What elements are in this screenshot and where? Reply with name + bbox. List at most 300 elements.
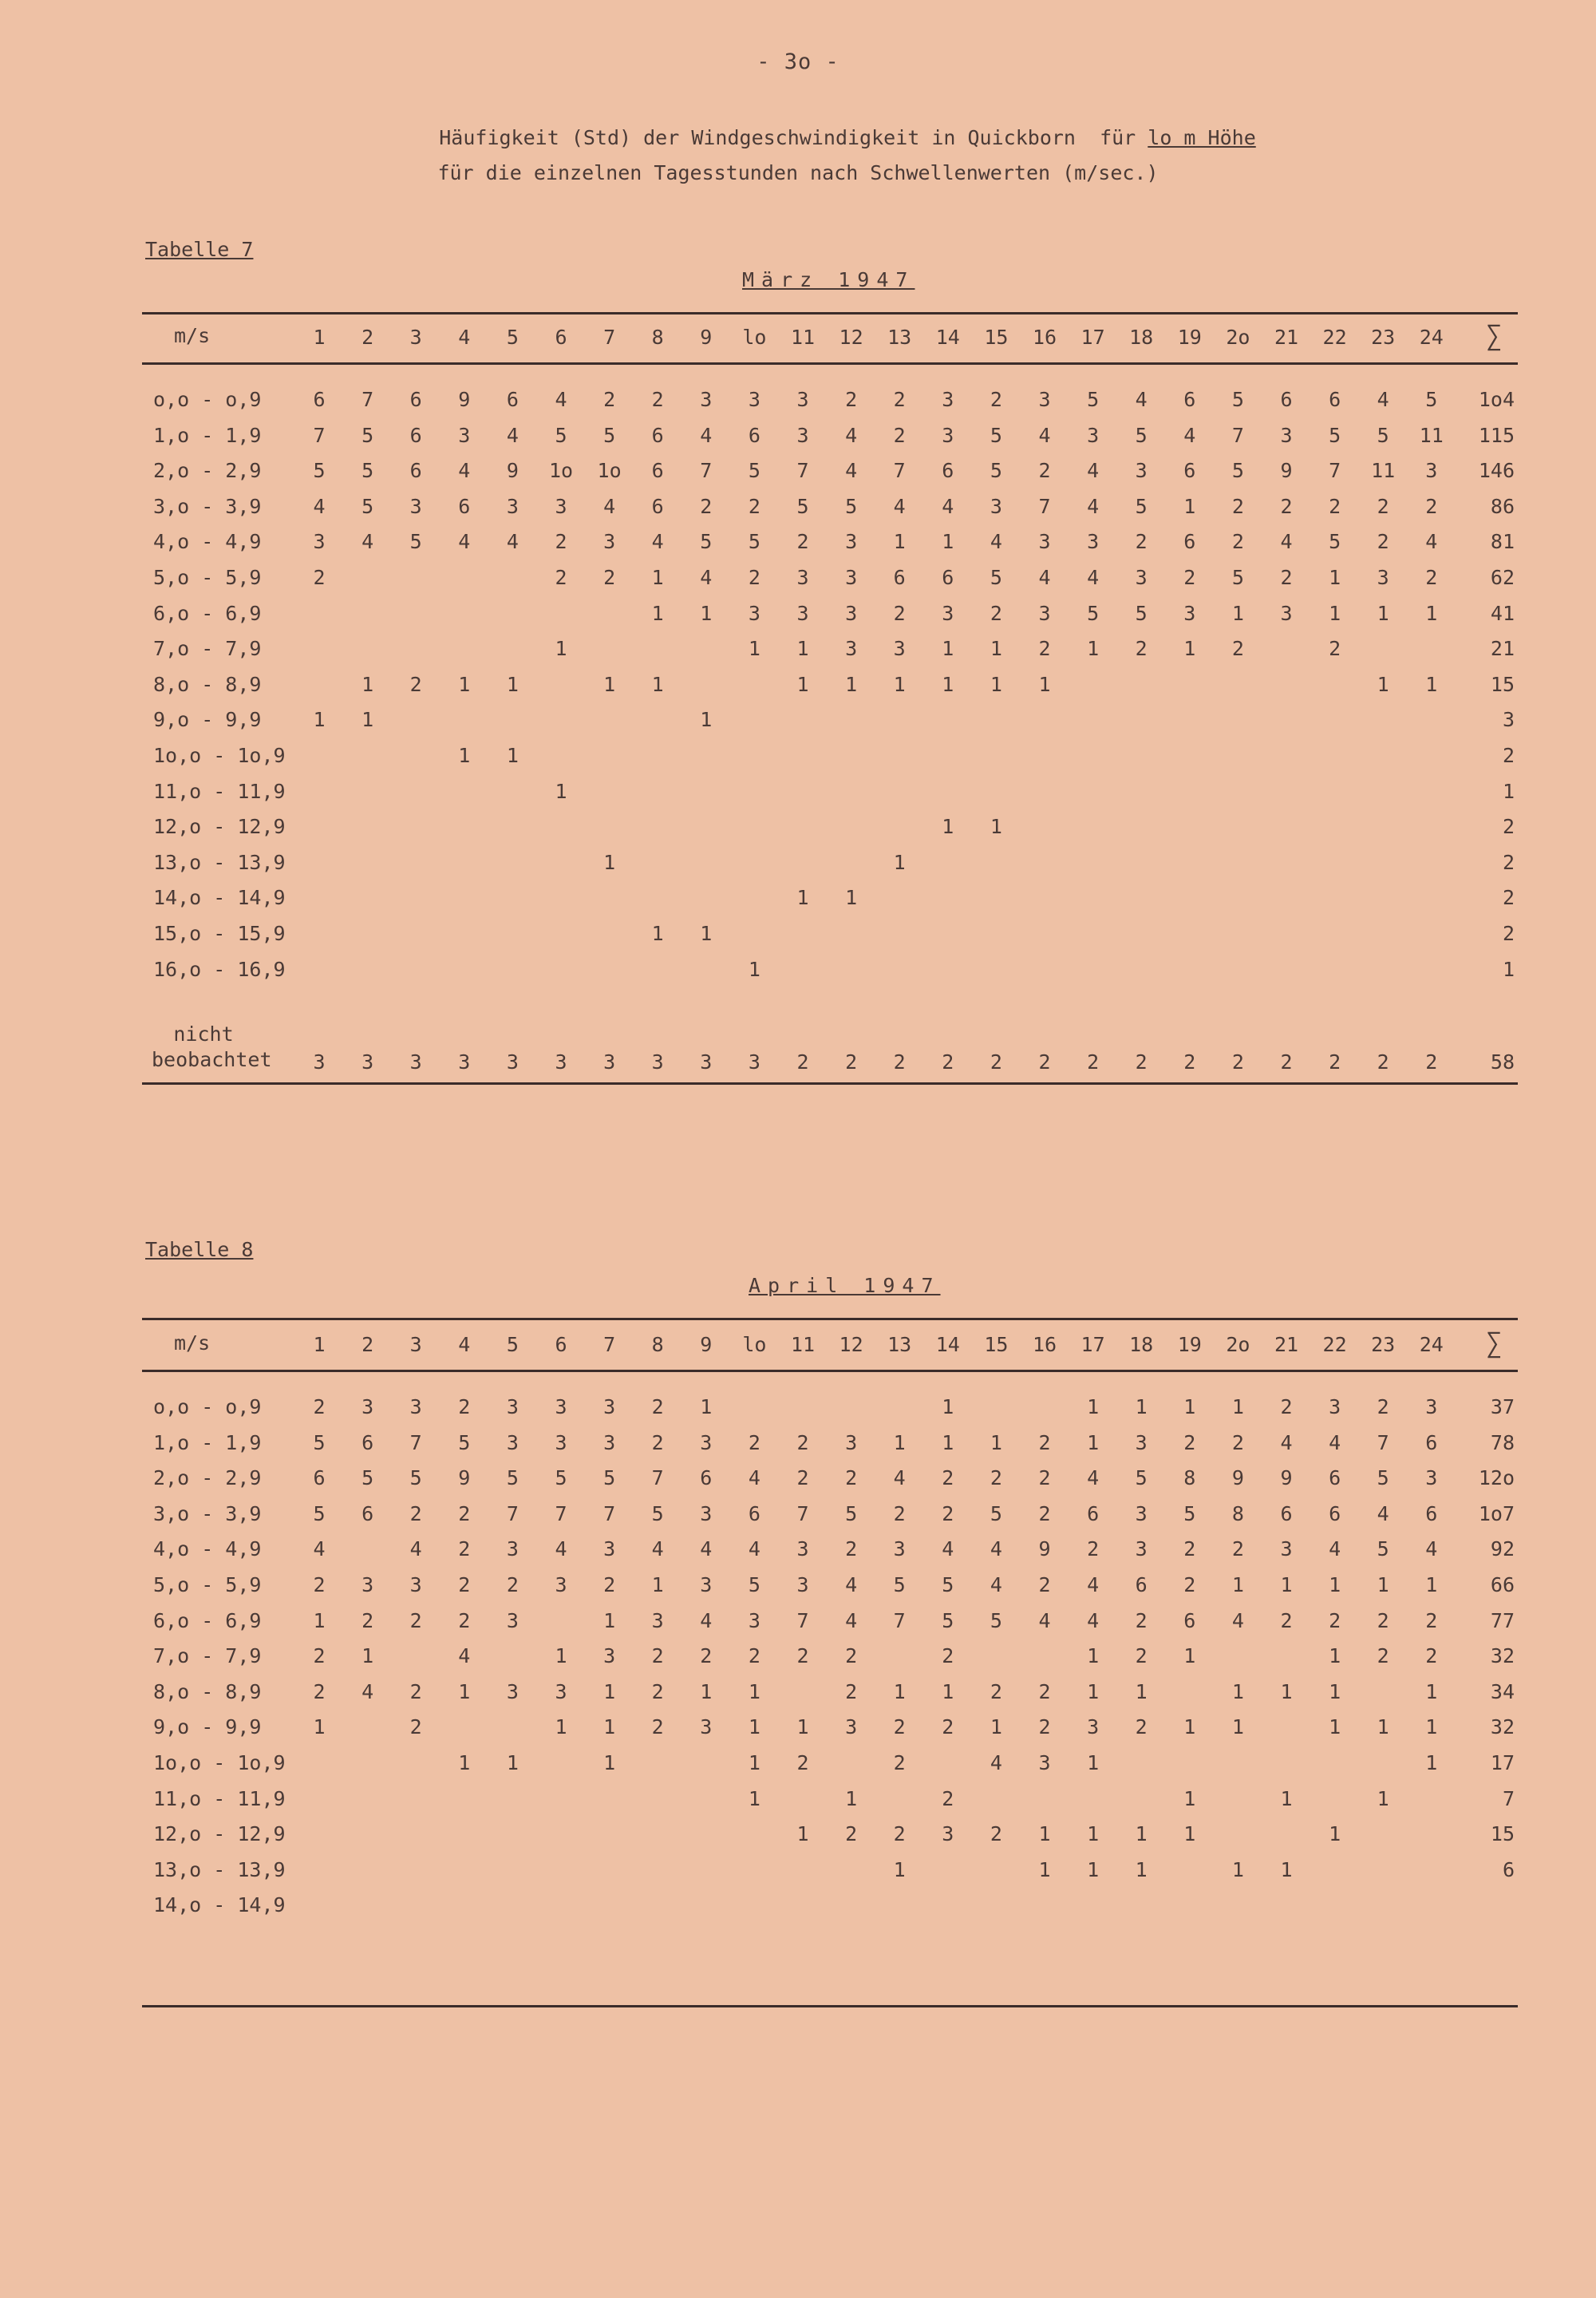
- table-cell: 2: [990, 388, 1002, 411]
- table-cell: 1: [1329, 1644, 1341, 1668]
- table-cell: 3: [555, 1430, 567, 1454]
- table-cell: 1: [893, 672, 906, 696]
- table-cell: 1: [555, 1644, 567, 1668]
- table-cell: 4: [1038, 1608, 1051, 1632]
- table-cell: 3: [1038, 530, 1051, 554]
- table-cell: 4: [506, 423, 519, 447]
- table-cell: 3: [651, 1608, 664, 1632]
- table-cell: 4: [555, 388, 567, 411]
- table-cell: 3: [603, 1395, 616, 1418]
- table-cell: 7: [1377, 1430, 1389, 1454]
- table-cell: 7: [313, 423, 326, 447]
- table-cell: 1: [942, 672, 954, 696]
- table-cell: 6: [893, 566, 906, 589]
- table-cell: 2: [1231, 1430, 1244, 1454]
- table-cell: 2: [942, 1466, 954, 1490]
- table-cell: 2: [506, 1573, 519, 1596]
- table-cell: 2: [458, 1573, 471, 1596]
- table-cell: 3: [409, 1395, 422, 1418]
- table-cell: 1: [796, 672, 809, 696]
- table-cell: 2: [1183, 1537, 1196, 1561]
- table-cell: 1: [313, 1608, 326, 1632]
- hour-header: 12: [839, 1333, 863, 1356]
- table-cell: 3: [409, 1573, 422, 1596]
- table-cell: 1: [1329, 1715, 1341, 1739]
- hour-header: 4: [458, 1333, 471, 1356]
- hour-header: 19: [1177, 326, 1202, 349]
- table-cell: 2: [313, 1644, 326, 1668]
- table-cell: 6: [1329, 1501, 1341, 1525]
- table-cell: 1: [1183, 637, 1196, 661]
- table-cell: 4: [555, 1537, 567, 1561]
- hour-header: 18: [1129, 326, 1154, 349]
- table-cell: 3: [845, 1430, 858, 1454]
- row-range-label: 8,o - 8,9: [153, 1679, 262, 1703]
- table-cell: 1: [1425, 1751, 1438, 1774]
- table-cell: 3: [555, 1573, 567, 1596]
- table-cell: 3: [700, 1573, 713, 1596]
- table-cell: 2: [1038, 1050, 1051, 1074]
- table-cell: 2: [555, 530, 567, 554]
- table-cell: 3: [1087, 423, 1100, 447]
- hour-header: 19: [1177, 1333, 1202, 1356]
- table-cell: 2: [651, 1679, 664, 1703]
- table-cell: 1: [1377, 601, 1389, 625]
- hour-header: lo: [742, 326, 767, 349]
- table-cell: 3: [796, 1537, 809, 1561]
- table-cell: 4: [942, 494, 954, 518]
- table-cell: 2: [1038, 1501, 1051, 1525]
- table-cell: 1: [1377, 672, 1389, 696]
- table-cell: 4: [748, 1537, 760, 1561]
- table-cell: 6: [651, 423, 664, 447]
- table-cell: 3: [845, 530, 858, 554]
- table-cell: 1: [796, 1822, 809, 1846]
- table-cell: 5: [1425, 388, 1438, 411]
- row-sum: 12o: [1478, 1466, 1515, 1490]
- table-cell: 2: [1135, 1644, 1148, 1668]
- table-cell: 11: [1371, 459, 1396, 483]
- row-range-label: 1,o - 1,9: [153, 423, 262, 447]
- table-cell: 2: [1377, 530, 1389, 554]
- hour-header: 17: [1080, 326, 1105, 349]
- row-range-label: 14,o - 14,9: [153, 886, 286, 910]
- table-cell: 2: [409, 1501, 422, 1525]
- table-cell: 6: [651, 459, 664, 483]
- table-cell: 4: [1425, 1537, 1438, 1561]
- table-cell: 5: [845, 1501, 858, 1525]
- table-cell: 2: [1087, 1050, 1100, 1074]
- table-cell: 6: [748, 1501, 760, 1525]
- page-number: - 3o -: [757, 49, 839, 74]
- table-cell: 3: [555, 1395, 567, 1418]
- row-range-label: 5,o - 5,9: [153, 1573, 262, 1596]
- table-cell: 9: [458, 1466, 471, 1490]
- row-range-label: 5,o - 5,9: [153, 566, 262, 589]
- table-cell: 1: [942, 637, 954, 661]
- table-cell: 3: [506, 1395, 519, 1418]
- table-cell: 5: [1329, 530, 1341, 554]
- table-cell: 5: [1231, 388, 1244, 411]
- row-sum: 3: [1502, 708, 1515, 732]
- table-cell: 4: [845, 423, 858, 447]
- table-cell: 4: [893, 494, 906, 518]
- table-cell: 2: [1377, 1050, 1389, 1074]
- table-cell: 1: [1183, 1786, 1196, 1810]
- row-sum: 32: [1490, 1715, 1515, 1739]
- table-cell: 3: [1135, 1537, 1148, 1561]
- table-cell: 2: [1329, 1050, 1341, 1074]
- table-cell: 4: [845, 1573, 858, 1596]
- table-cell: 3: [313, 1050, 326, 1074]
- table-cell: 2: [1377, 1395, 1389, 1418]
- table-cell: 2: [990, 1822, 1002, 1846]
- table-cell: 2: [651, 1430, 664, 1454]
- table-cell: 1: [1087, 1395, 1100, 1418]
- table-cell: 2: [796, 1644, 809, 1668]
- table-cell: 1: [990, 637, 1002, 661]
- table-cell: 4: [1231, 1608, 1244, 1632]
- table-cell: 2: [796, 1466, 809, 1490]
- table-cell: 5: [651, 1501, 664, 1525]
- table8-sigma: ∑: [1486, 1327, 1503, 1359]
- table-cell: 5: [555, 423, 567, 447]
- table-cell: 2: [1087, 1537, 1100, 1561]
- table-cell: 6: [409, 459, 422, 483]
- table-cell: 5: [458, 1430, 471, 1454]
- table-cell: 2: [1183, 1050, 1196, 1074]
- table-cell: 1: [942, 1430, 954, 1454]
- table-cell: 6: [361, 1501, 374, 1525]
- hour-header: 8: [651, 326, 664, 349]
- row-range-label: 7,o - 7,9: [153, 1644, 262, 1668]
- table-cell: 5: [361, 1466, 374, 1490]
- table-cell: 2: [361, 1608, 374, 1632]
- table-cell: 7: [555, 1501, 567, 1525]
- table-cell: 5: [361, 423, 374, 447]
- table-cell: 2: [1280, 566, 1293, 589]
- table-cell: 2: [942, 1715, 954, 1739]
- table-cell: 2: [409, 1608, 422, 1632]
- table-cell: 1: [458, 744, 471, 767]
- table-cell: 4: [458, 1644, 471, 1668]
- table-cell: 3: [796, 1573, 809, 1596]
- table-cell: 3: [458, 423, 471, 447]
- table-cell: 1: [651, 566, 664, 589]
- table-cell: 1: [1087, 1751, 1100, 1774]
- table-cell: 3: [1135, 1501, 1148, 1525]
- table-cell: 3: [555, 1679, 567, 1703]
- table-cell: 5: [942, 1608, 954, 1632]
- table-cell: 3: [361, 1395, 374, 1418]
- row-range-label: 9,o - 9,9: [153, 708, 262, 732]
- table-cell: 1o: [548, 459, 574, 483]
- table-cell: 2: [603, 388, 616, 411]
- table-cell: 4: [1425, 530, 1438, 554]
- table-cell: 5: [1377, 1466, 1389, 1490]
- table-cell: 4: [1280, 530, 1293, 554]
- table-cell: 3: [555, 494, 567, 518]
- table-cell: 5: [1231, 459, 1244, 483]
- row-sum: 81: [1490, 530, 1515, 554]
- table-cell: 2: [893, 1050, 906, 1074]
- row-range-label: 15,o - 15,9: [153, 922, 286, 945]
- table-cell: 1: [990, 672, 1002, 696]
- hour-header: 2o: [1226, 326, 1250, 349]
- table-cell: 5: [845, 494, 858, 518]
- table-cell: 1: [1329, 1679, 1341, 1703]
- table-cell: 3: [942, 1822, 954, 1846]
- table-cell: 2: [748, 1430, 760, 1454]
- table-cell: 2: [409, 1679, 422, 1703]
- table-cell: 3: [1038, 601, 1051, 625]
- table-cell: 1: [1425, 1715, 1438, 1739]
- table-cell: 2: [313, 566, 326, 589]
- row-range-label: 8,o - 8,9: [153, 672, 262, 696]
- table-cell: 3: [1425, 1395, 1438, 1418]
- table-cell: 1: [700, 1679, 713, 1703]
- table-cell: 3: [458, 1050, 471, 1074]
- table-cell: 1: [748, 637, 760, 661]
- table-cell: 5: [990, 459, 1002, 483]
- table-cell: 3: [796, 566, 809, 589]
- hour-header: 6: [555, 326, 567, 349]
- table-cell: 2: [1135, 530, 1148, 554]
- table-cell: 2: [700, 1644, 713, 1668]
- table-cell: 1: [458, 1679, 471, 1703]
- table-cell: 1: [1087, 1430, 1100, 1454]
- hour-header: 24: [1419, 326, 1444, 349]
- table-cell: 4: [700, 1537, 713, 1561]
- nb-label-2: beobachtet: [152, 1048, 272, 1071]
- hour-header: 1: [313, 326, 326, 349]
- table8-header-rule: [142, 1370, 1518, 1372]
- table-cell: 4: [700, 423, 713, 447]
- row-range-label: o,o - o,9: [153, 388, 262, 411]
- table-cell: 3: [700, 1430, 713, 1454]
- table-cell: 2: [1425, 494, 1438, 518]
- table-cell: 3: [1038, 388, 1051, 411]
- table-cell: 2: [1183, 566, 1196, 589]
- table-cell: 1: [1183, 1644, 1196, 1668]
- table-cell: 3: [1135, 1430, 1148, 1454]
- table-cell: 5: [942, 1573, 954, 1596]
- table-cell: 7: [893, 1608, 906, 1632]
- table-cell: 2: [603, 566, 616, 589]
- table-cell: 1: [651, 1573, 664, 1596]
- row-range-label: 4,o - 4,9: [153, 1537, 262, 1561]
- table-cell: 2: [893, 1501, 906, 1525]
- hour-header: 15: [984, 326, 1009, 349]
- table-cell: 3: [845, 1715, 858, 1739]
- table-cell: 5: [361, 459, 374, 483]
- table-cell: 9: [1231, 1466, 1244, 1490]
- table-cell: 2: [603, 1573, 616, 1596]
- table-cell: 2: [700, 494, 713, 518]
- table-cell: 5: [409, 1466, 422, 1490]
- table-cell: 1: [748, 957, 760, 981]
- table-cell: 3: [700, 388, 713, 411]
- table-cell: 1: [1087, 1822, 1100, 1846]
- row-sum: 1o7: [1478, 1501, 1515, 1525]
- table-cell: 1: [1425, 1679, 1438, 1703]
- table-cell: 1: [1038, 672, 1051, 696]
- table-cell: 9: [1280, 459, 1293, 483]
- table-cell: 1: [796, 637, 809, 661]
- table-cell: 5: [990, 1501, 1002, 1525]
- table-cell: 5: [990, 423, 1002, 447]
- hour-header: 11: [790, 1333, 816, 1356]
- table-cell: 2: [1329, 637, 1341, 661]
- table-cell: 5: [409, 530, 422, 554]
- hour-header: lo: [742, 1333, 767, 1356]
- hour-header: 6: [555, 1333, 567, 1356]
- table-cell: 1: [748, 1786, 760, 1810]
- table-cell: 1: [1329, 566, 1341, 589]
- table-cell: 1o: [597, 459, 622, 483]
- table7-label: Tabelle 7: [145, 238, 254, 261]
- row-range-label: 14,o - 14,9: [153, 1893, 286, 1917]
- table-cell: 2: [1038, 1466, 1051, 1490]
- table-cell: 3: [1183, 601, 1196, 625]
- table-cell: 7: [796, 1501, 809, 1525]
- table-cell: 3: [313, 530, 326, 554]
- table-cell: 4: [313, 1537, 326, 1561]
- table-cell: 5: [1183, 1501, 1196, 1525]
- table-cell: 3: [361, 1573, 374, 1596]
- table-cell: 3: [748, 1608, 760, 1632]
- table-cell: 2: [1329, 1608, 1341, 1632]
- table-cell: 1: [1231, 1857, 1244, 1881]
- table-cell: 2: [1377, 1644, 1389, 1668]
- table-cell: 1: [555, 1715, 567, 1739]
- row-sum: 17: [1490, 1751, 1515, 1774]
- hour-header: 5: [506, 1333, 519, 1356]
- row-range-label: 4,o - 4,9: [153, 530, 262, 554]
- hour-header: 7: [603, 326, 616, 349]
- hour-header: 18: [1129, 1333, 1154, 1356]
- table-cell: 3: [1087, 530, 1100, 554]
- table-cell: 7: [796, 459, 809, 483]
- table-cell: 2: [942, 1786, 954, 1810]
- table-cell: 3: [990, 494, 1002, 518]
- table-cell: 4: [990, 1751, 1002, 1774]
- table-cell: 1: [700, 1395, 713, 1418]
- table-cell: 5: [748, 459, 760, 483]
- table-cell: 3: [603, 1537, 616, 1561]
- table-cell: 5: [1135, 494, 1148, 518]
- table-cell: 9: [1280, 1466, 1293, 1490]
- table-cell: 7: [361, 388, 374, 411]
- table-cell: 1: [700, 601, 713, 625]
- row-sum: 92: [1490, 1537, 1515, 1561]
- row-range-label: 1o,o - 1o,9: [153, 1751, 286, 1774]
- table-cell: 1: [313, 1715, 326, 1739]
- table-cell: 4: [1087, 1573, 1100, 1596]
- row-range-label: 13,o - 13,9: [153, 1857, 286, 1881]
- table-cell: 1: [942, 1679, 954, 1703]
- table-cell: 3: [506, 1050, 519, 1074]
- table-cell: 1: [893, 530, 906, 554]
- table-cell: 2: [651, 1644, 664, 1668]
- hour-header: 17: [1080, 1333, 1105, 1356]
- hour-header: 11: [790, 326, 816, 349]
- table-cell: 4: [942, 1537, 954, 1561]
- table-cell: 1: [1135, 1857, 1148, 1881]
- row-range-label: 9,o - 9,9: [153, 1715, 262, 1739]
- table-cell: 3: [748, 388, 760, 411]
- hour-header: 23: [1371, 326, 1396, 349]
- table-cell: 1: [796, 1715, 809, 1739]
- table-cell: 11: [1419, 423, 1444, 447]
- table-cell: 3: [506, 494, 519, 518]
- hour-header: 24: [1419, 1333, 1444, 1356]
- row-sum: 2: [1502, 744, 1515, 767]
- row-sum: 21: [1490, 637, 1515, 661]
- table-cell: 3: [506, 1679, 519, 1703]
- row-range-label: 6,o - 6,9: [153, 1608, 262, 1632]
- row-sum: 32: [1490, 1644, 1515, 1668]
- table-cell: 3: [1425, 1466, 1438, 1490]
- table7-bottom-rule: [142, 1082, 1518, 1085]
- title-height: lo m Höhe: [1148, 126, 1256, 149]
- table-cell: 3: [796, 388, 809, 411]
- table-cell: 2: [1135, 1050, 1148, 1074]
- table-cell: 6: [361, 1430, 374, 1454]
- hour-header: 1: [313, 1333, 326, 1356]
- table-cell: 1: [1183, 1395, 1196, 1418]
- table-cell: 2: [1038, 459, 1051, 483]
- row-range-label: 3,o - 3,9: [153, 1501, 262, 1525]
- table-cell: 6: [1329, 1466, 1341, 1490]
- hour-header: 15: [984, 1333, 1009, 1356]
- table-cell: 1: [796, 886, 809, 910]
- table-cell: 4: [990, 1573, 1002, 1596]
- table-cell: 2: [1280, 1395, 1293, 1418]
- table-cell: 5: [990, 566, 1002, 589]
- hour-header: 23: [1371, 1333, 1396, 1356]
- table-cell: 2: [796, 1430, 809, 1454]
- table-cell: 1: [748, 1679, 760, 1703]
- table-cell: 1: [1231, 601, 1244, 625]
- hour-header: 2: [361, 326, 374, 349]
- hour-header: 3: [409, 1333, 422, 1356]
- table-cell: 1: [1425, 672, 1438, 696]
- table-cell: 1: [748, 1715, 760, 1739]
- table-cell: 6: [1183, 388, 1196, 411]
- table-cell: 1: [1038, 1822, 1051, 1846]
- row-sum: 7: [1502, 1786, 1515, 1810]
- table-cell: 6: [1425, 1430, 1438, 1454]
- table-cell: 1: [1425, 601, 1438, 625]
- table-cell: 2: [748, 566, 760, 589]
- table-cell: 3: [893, 637, 906, 661]
- table-cell: 1: [1329, 601, 1341, 625]
- table-cell: 2: [458, 1501, 471, 1525]
- table-cell: 9: [458, 388, 471, 411]
- row-range-label: 16,o - 16,9: [153, 957, 286, 981]
- table-cell: 6: [1329, 388, 1341, 411]
- table8-label: Tabelle 8: [145, 1238, 254, 1261]
- table-cell: 4: [361, 1679, 374, 1703]
- table-cell: 1: [603, 1679, 616, 1703]
- table-cell: 2: [1377, 494, 1389, 518]
- table-cell: 6: [700, 1466, 713, 1490]
- table-cell: 6: [1183, 530, 1196, 554]
- table-cell: 1: [1135, 1395, 1148, 1418]
- table-cell: 7: [603, 1501, 616, 1525]
- table-cell: 5: [1329, 423, 1341, 447]
